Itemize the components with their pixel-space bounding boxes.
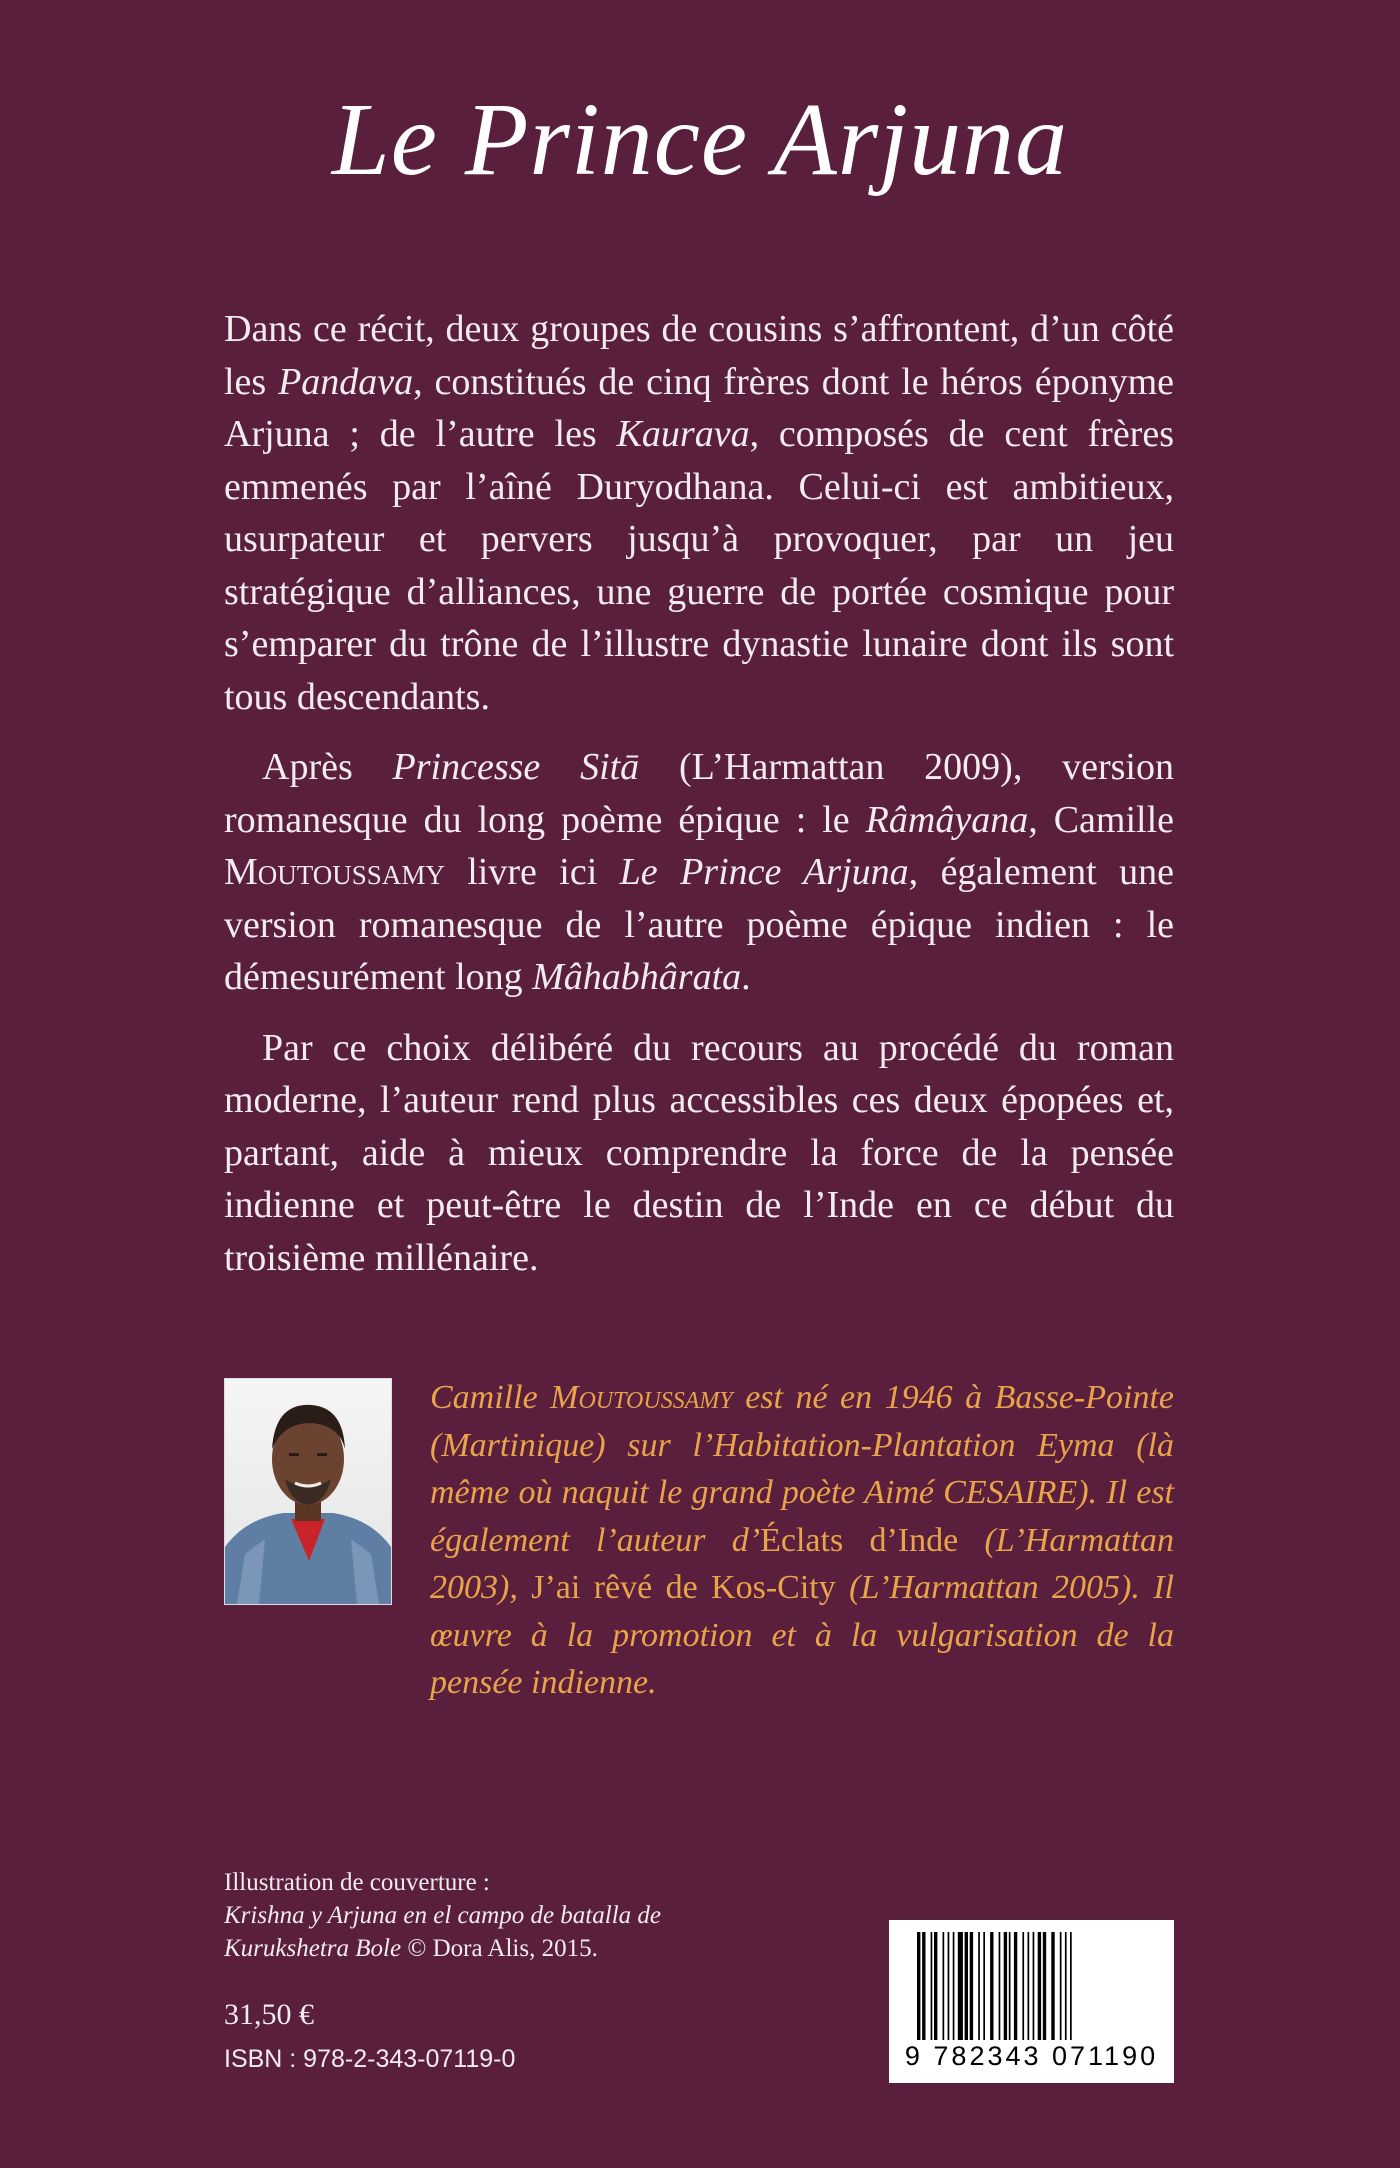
barcode-bar — [953, 1932, 955, 2040]
barcode-bar — [958, 1932, 963, 2040]
text-span: , Camille — [1028, 798, 1175, 841]
barcode-bar — [978, 1932, 980, 2040]
text-span: est né en 1946 à Basse-Pointe (Martinique) sur l’Habitation-Plantation Eyma (là même où naquit le grand poète Aimé CESAIRE). Il est également l’auteur d’ — [430, 1379, 1174, 1559]
barcode-bar — [1070, 1932, 1072, 2040]
credit-copyright: © Dora Alis, 2015. — [401, 1935, 598, 1962]
barcode-bar — [943, 1932, 945, 2040]
text-span: (L’Harmattan 2009), version romanesque du long poème épique : le — [224, 746, 1174, 841]
text-span: (L’Harmattan 2005). Il œuvre à la promotion et à la vulgarisation de la pensée indienne. — [430, 1569, 1174, 1701]
text-span: Pandava — [278, 360, 414, 403]
author-surname: Moutoussamy — [224, 851, 445, 893]
blurb-paragraph-2 — [224, 741, 1174, 1004]
credit-line — [224, 1899, 784, 1965]
barcode-bar — [1028, 1932, 1030, 2040]
barcode-bar — [1033, 1932, 1035, 2040]
barcode-bars — [889, 1920, 1174, 2045]
barcode-bar — [965, 1932, 968, 2040]
text-span: Kaurava — [616, 413, 750, 455]
text-span: , constitués de cinq frères dont le héros éponyme Arjuna ; de l’autre les — [224, 360, 1174, 455]
barcode-bar — [1051, 1932, 1054, 2040]
credit-label: Illustration de couverture : — [224, 1869, 490, 1896]
barcode-bar — [990, 1932, 993, 2040]
text-span: Princesse Sitā — [392, 746, 640, 788]
text-span: Mâhabhârata — [532, 956, 742, 998]
author-photo — [224, 1378, 392, 1605]
barcode-bar — [1060, 1932, 1062, 2040]
barcode-bar — [983, 1932, 985, 2040]
barcode-bar — [1038, 1932, 1041, 2040]
barcode-bar — [1022, 1932, 1024, 2040]
book-title: Le Prince Arjuna — [331, 82, 1069, 197]
barcode — [889, 1920, 1174, 2083]
barcode-bar — [1004, 1932, 1007, 2040]
price: 31,50 € — [224, 1998, 314, 2031]
text-span: Camille — [430, 1379, 551, 1416]
author-surname: Moutoussamy — [550, 1379, 733, 1416]
back-cover-blurb — [224, 303, 1174, 1302]
blurb-paragraph-3: Par ce choix délibéré du recours au procédé du roman moderne, l’auteur rend plus accessibles ces deux épopées et, partant, aide à mieux comprendre la force de la pensée indienne et peut-être le destin de l’Inde en ce début du troisième millénaire. — [224, 1026, 1174, 1279]
isbn: ISBN : 978-2-343-07119-0 — [224, 2045, 516, 2073]
barcode-bar — [1065, 1932, 1067, 2040]
text-span: . — [741, 956, 751, 998]
barcode-bar — [970, 1932, 973, 2040]
barcode-bar — [1043, 1932, 1046, 2040]
text-span: Le Prince Arjuna — [619, 851, 909, 893]
text-span: , composés de cent frères emmenés par l’aîné Duryodhana. Celui-ci est ambitieux, usurpateur et pervers jusqu’à provoquer, par un jeu stratégique d’alliances, une guerre de portée cosmique pour s’emparer du trône de l’illustre dynastie lunaire dont ils sont tous descendants. — [224, 413, 1174, 718]
text-span: livre ici — [444, 851, 620, 893]
book-title-ref: J’ai rêvé de Kos-City — [531, 1569, 836, 1606]
credit-work-title: Krishna y Arjuna en el campo de batalla de Kurukshetra Bole — [224, 1902, 661, 1962]
barcode-bar — [948, 1932, 950, 2040]
author-biography — [430, 1374, 1174, 1707]
book-title-ref: Éclats d’Inde — [760, 1521, 959, 1559]
text-span: , également une version romanesque de l’autre poème épique indien : le démesurément long — [224, 851, 1174, 998]
text-span: Dans ce récit, deux groupes de cousins s’affrontent, d’un côté les — [224, 308, 1174, 403]
blurb-paragraph-1 — [224, 303, 1174, 723]
barcode-bar — [1014, 1932, 1017, 2040]
barcode-bar — [1009, 1932, 1011, 2040]
barcode-digits: 9 782343 071190 — [904, 2041, 1159, 2071]
barcode-bar — [922, 1932, 925, 2040]
barcode-bar — [934, 1932, 937, 2040]
cover-illustration-credit — [224, 1866, 784, 1965]
barcode-bar — [931, 1932, 933, 2040]
barcode-bar — [999, 1932, 1001, 2040]
text-span: Après — [262, 746, 393, 788]
text-span: (L’Harmattan 2003), — [430, 1521, 1175, 1606]
text-span: Râmâyana — [865, 798, 1029, 841]
barcode-bar — [917, 1932, 920, 2040]
